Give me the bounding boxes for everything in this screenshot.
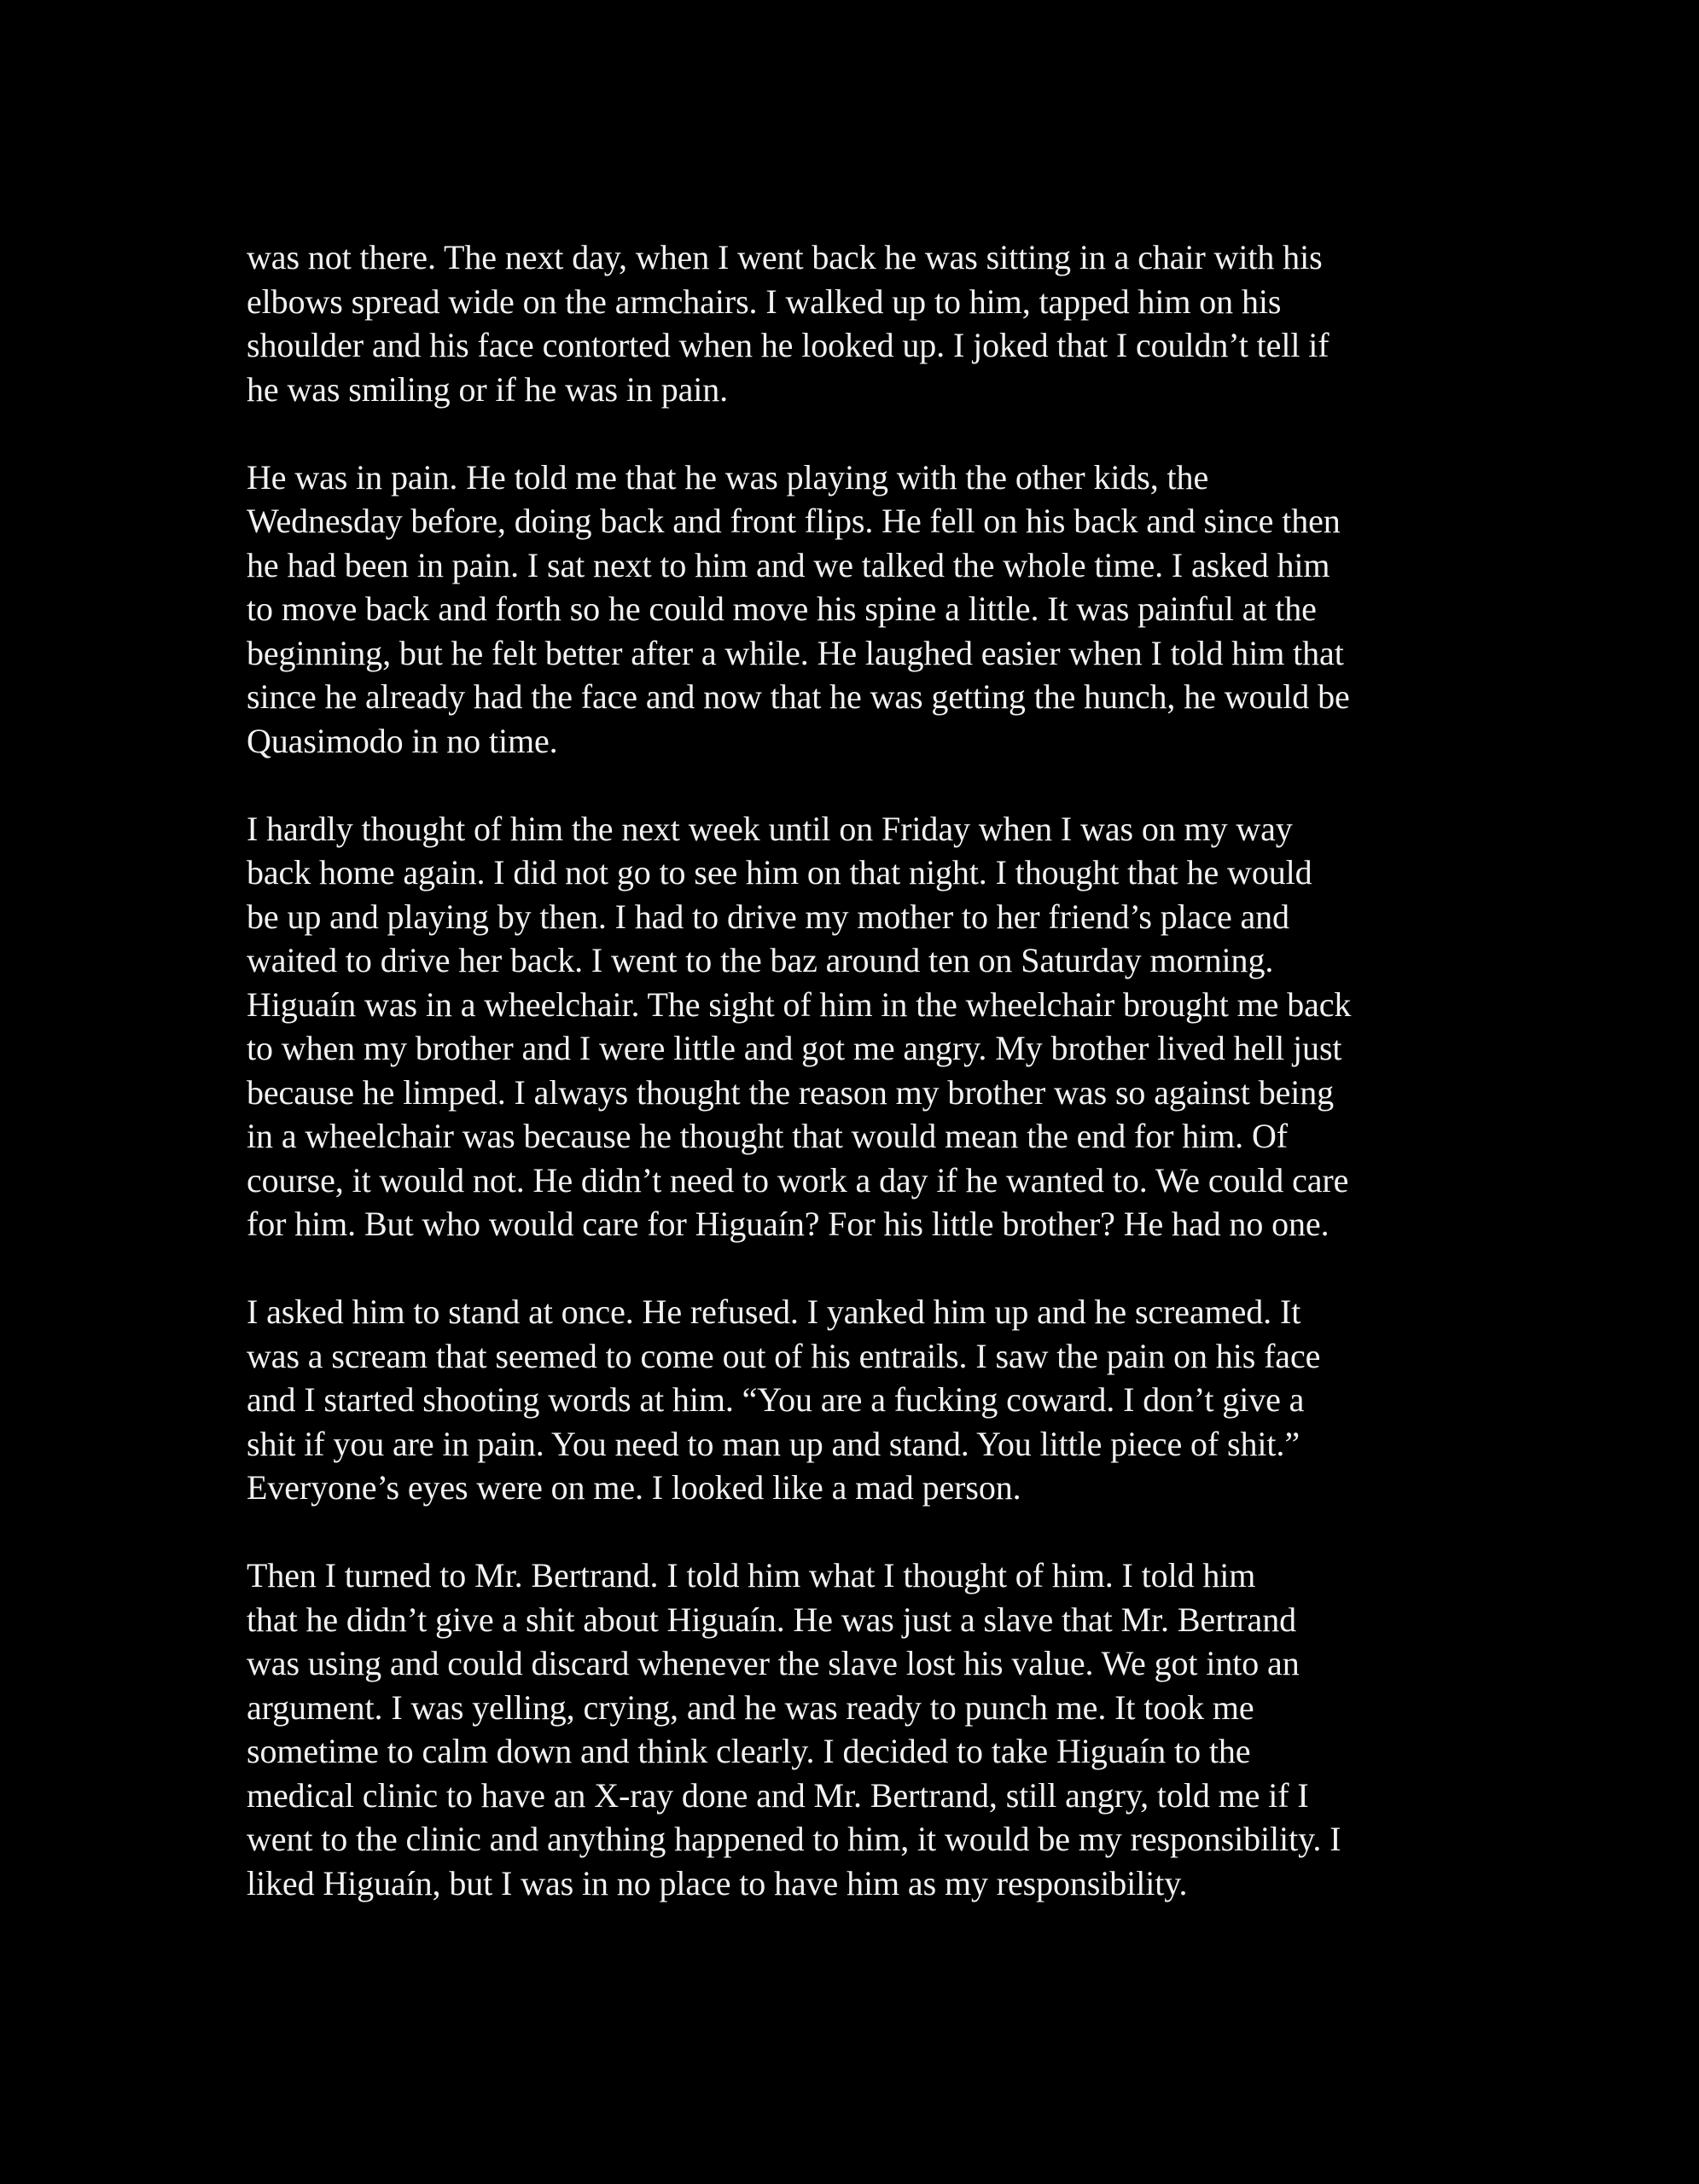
- body-text: [247, 235, 1467, 1949]
- text-line: sometime to calm down and think clearly. I decided to take Higuaín to the: [247, 1732, 1251, 1770]
- text-line: Then I turned to Mr. Bertrand. I told him what I thought of him. I told him: [247, 1556, 1256, 1594]
- text-line: course, it would not. He didn’t need to work a day if he wanted to. We could care: [247, 1160, 1349, 1199]
- text-line: was not there. The next day, when I went back he was sitting in a chair with his: [247, 238, 1323, 276]
- text-line: went to the clinic and anything happened to him, it would be my responsibility. I: [247, 1820, 1341, 1858]
- paragraph: [247, 1554, 1467, 1905]
- paragraph: [247, 807, 1467, 1246]
- text-line: beginning, but he felt better after a while. He laughed easier when I told him that: [247, 633, 1344, 672]
- text-line: because he limped. I always thought the reason my brother was so against being: [247, 1072, 1335, 1112]
- text-line: medical clinic to have an X-ray done and Mr. Bertrand, still angry, told me if I: [247, 1775, 1309, 1815]
- text-line: I hardly thought of him the next week until on Friday when I was on my way: [247, 809, 1293, 848]
- paragraph: [247, 1290, 1467, 1510]
- text-line: to when my brother and I were little and got me angry. My brother lived hell just: [247, 1029, 1342, 1067]
- text-line: shit if you are in pain. You need to man up and stand. You little piece of shit.”: [247, 1424, 1300, 1463]
- text-line: since he already had the face and now that he was getting the hunch, he would be: [247, 677, 1350, 716]
- text-line: Higuaín was in a wheelchair. The sight of him in the wheelchair brought me back: [247, 985, 1352, 1024]
- text-line: shoulder and his face contorted when he looked up. I joked that I couldn’t tell if: [247, 326, 1330, 364]
- text-line: Quasimodo in no time.: [247, 721, 558, 760]
- text-line: was a scream that seemed to come out of his entrails. I saw the pain on his face: [247, 1336, 1321, 1375]
- paragraph: [247, 235, 1467, 411]
- paragraph: [247, 456, 1467, 764]
- text-line: was using and could discard whenever the slave lost his value. We got into an: [247, 1644, 1300, 1682]
- text-line: He was in pain. He told me that he was playing with the other kids, the: [247, 457, 1209, 497]
- text-line: elbows spread wide on the armchairs. I walked up to him, tapped him on his: [247, 282, 1282, 321]
- text-line: that he didn’t give a shit about Higuaín. He was just a slave that Mr. Bertrand: [247, 1600, 1296, 1639]
- text-line: for him. But who would care for Higuaín? For his little brother? He had no one.: [247, 1205, 1330, 1243]
- text-line: he was smiling or if he was in pain.: [247, 369, 729, 409]
- text-line: liked Higuaín, but I was in no place to have him as my responsibility.: [247, 1863, 1188, 1902]
- text-line: to move back and forth so he could move his spine a little. It was painful at the: [247, 590, 1317, 628]
- text-line: back home again. I did not go to see him on that night. I thought that he would: [247, 853, 1312, 892]
- text-line: he had been in pain. I sat next to him and we talked the whole time. I asked him: [247, 545, 1330, 584]
- text-line: Wednesday before, doing back and front flips. He fell on his back and since then: [247, 502, 1341, 540]
- text-line: I asked him to stand at once. He refused. I yanked him up and he screamed. It: [247, 1292, 1301, 1331]
- text-line: argument. I was yelling, crying, and he was ready to punch me. It took me: [247, 1687, 1254, 1727]
- text-line: waited to drive her back. I went to the baz around ten on Saturday morning.: [247, 941, 1274, 979]
- text-line: in a wheelchair was because he thought that would mean the end for him. Of: [247, 1117, 1288, 1155]
- text-line: Everyone’s eyes were on me. I looked like a mad person.: [247, 1468, 1021, 1507]
- text-line: be up and playing by then. I had to drive my mother to her friend’s place and: [247, 897, 1289, 936]
- text-line: and I started shooting words at him. “You are a fucking coward. I don’t give a: [247, 1380, 1305, 1419]
